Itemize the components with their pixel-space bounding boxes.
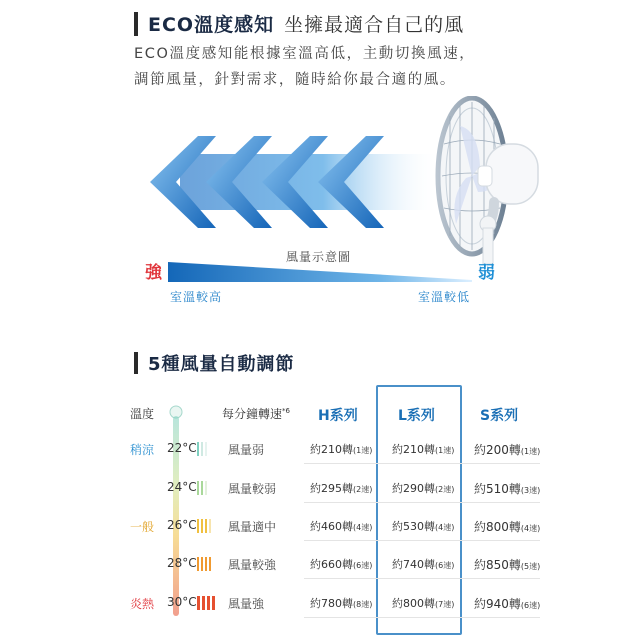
temperature-value: 28°C: [167, 556, 197, 570]
footnote-mark: *6: [282, 407, 290, 415]
table-row: [0, 518, 640, 538]
s-series-value: 約200轉(1速): [474, 443, 541, 457]
temperature-value: 24°C: [167, 480, 197, 494]
h-series-value: 約460轉(4速): [310, 520, 373, 533]
table-row: [0, 480, 640, 500]
temperature-value: 26°C: [167, 518, 197, 532]
header-rpm: 每分鐘轉速$^{*6}$: [222, 407, 290, 421]
level-ticks-icon: [197, 481, 215, 495]
wind-level: 風量強: [228, 597, 265, 611]
wind-level: 風量較強: [228, 558, 277, 572]
temperature-value: 22°C: [167, 441, 197, 455]
level-ticks-icon: [197, 596, 215, 610]
level-ticks-icon: [197, 557, 215, 571]
room-temp-low-label: 室溫較低: [418, 290, 471, 304]
row-divider: [304, 578, 540, 579]
level-ticks-icon: [197, 442, 215, 456]
eco-title-light: 坐擁最適合自己的風: [284, 14, 465, 36]
level-ticks-icon: [197, 519, 215, 533]
table-row: [0, 556, 640, 576]
wind-level: 風量弱: [228, 443, 265, 457]
table-row: [0, 595, 640, 615]
wind-level: 風量適中: [228, 520, 277, 534]
title-bar-mark: [134, 352, 138, 374]
wind-level: 風量較弱: [228, 482, 277, 496]
room-temp-high-label: 室溫較高: [170, 290, 223, 304]
wind-strength-wedge: [168, 260, 472, 284]
zone-label: 炎熱: [130, 597, 155, 611]
auto-adjust-title: 5種風量自動調節: [148, 354, 295, 375]
s-series-value: 約510轉(3速): [474, 482, 541, 496]
wind-diagram-label: 風量示意圖: [286, 250, 352, 264]
weak-label: 弱: [478, 263, 495, 283]
l-series-value: 約210轉(1速): [392, 443, 455, 456]
eco-description-line-2: 調節風量，針對需求，隨時給你最合適的風。: [134, 72, 456, 88]
h-series-value: 約660轉(6速): [310, 558, 373, 571]
zone-label: 稍涼: [130, 443, 155, 457]
h-series-value: 約295轉(2速): [310, 482, 373, 495]
row-divider: [304, 617, 540, 618]
l-series-value: 約800轉(7速): [392, 597, 455, 610]
eco-title-bold: ECO溫度感知: [148, 14, 275, 36]
header-l-series: L系列: [398, 408, 435, 424]
strong-label: 強: [145, 263, 162, 283]
row-divider: [304, 540, 540, 541]
zone-label: 一般: [130, 520, 155, 534]
l-series-value: 約290轉(2速): [392, 482, 455, 495]
l-series-value: 約740轉(6速): [392, 558, 455, 571]
eco-section-title: [134, 10, 464, 37]
h-series-value: 約210轉(1速): [310, 443, 373, 456]
auto-adjust-section-title: [134, 350, 295, 376]
s-series-value: 約940轉(6速): [474, 597, 541, 611]
l-series-value: 約530轉(4速): [392, 520, 455, 533]
s-series-value: 約800轉(4速): [474, 520, 541, 534]
eco-description-line-1: ECO溫度感知能根據室溫高低，主動切換風速，: [134, 46, 476, 62]
temperature-value: 30°C: [167, 595, 197, 609]
title-bar-mark: [134, 12, 138, 36]
header-temperature: 溫度: [130, 407, 155, 421]
wind-arrows-illustration: [150, 132, 440, 232]
header-h-series: H系列: [318, 408, 358, 424]
header-s-series: S系列: [480, 408, 519, 424]
row-divider: [304, 502, 540, 503]
row-divider: [304, 463, 540, 464]
h-series-value: 約780轉(8速): [310, 597, 373, 610]
table-row: [0, 441, 640, 461]
fan-illustration: [420, 96, 640, 266]
thermometer-icon: [168, 404, 184, 624]
s-series-value: 約850轉(5速): [474, 558, 541, 572]
